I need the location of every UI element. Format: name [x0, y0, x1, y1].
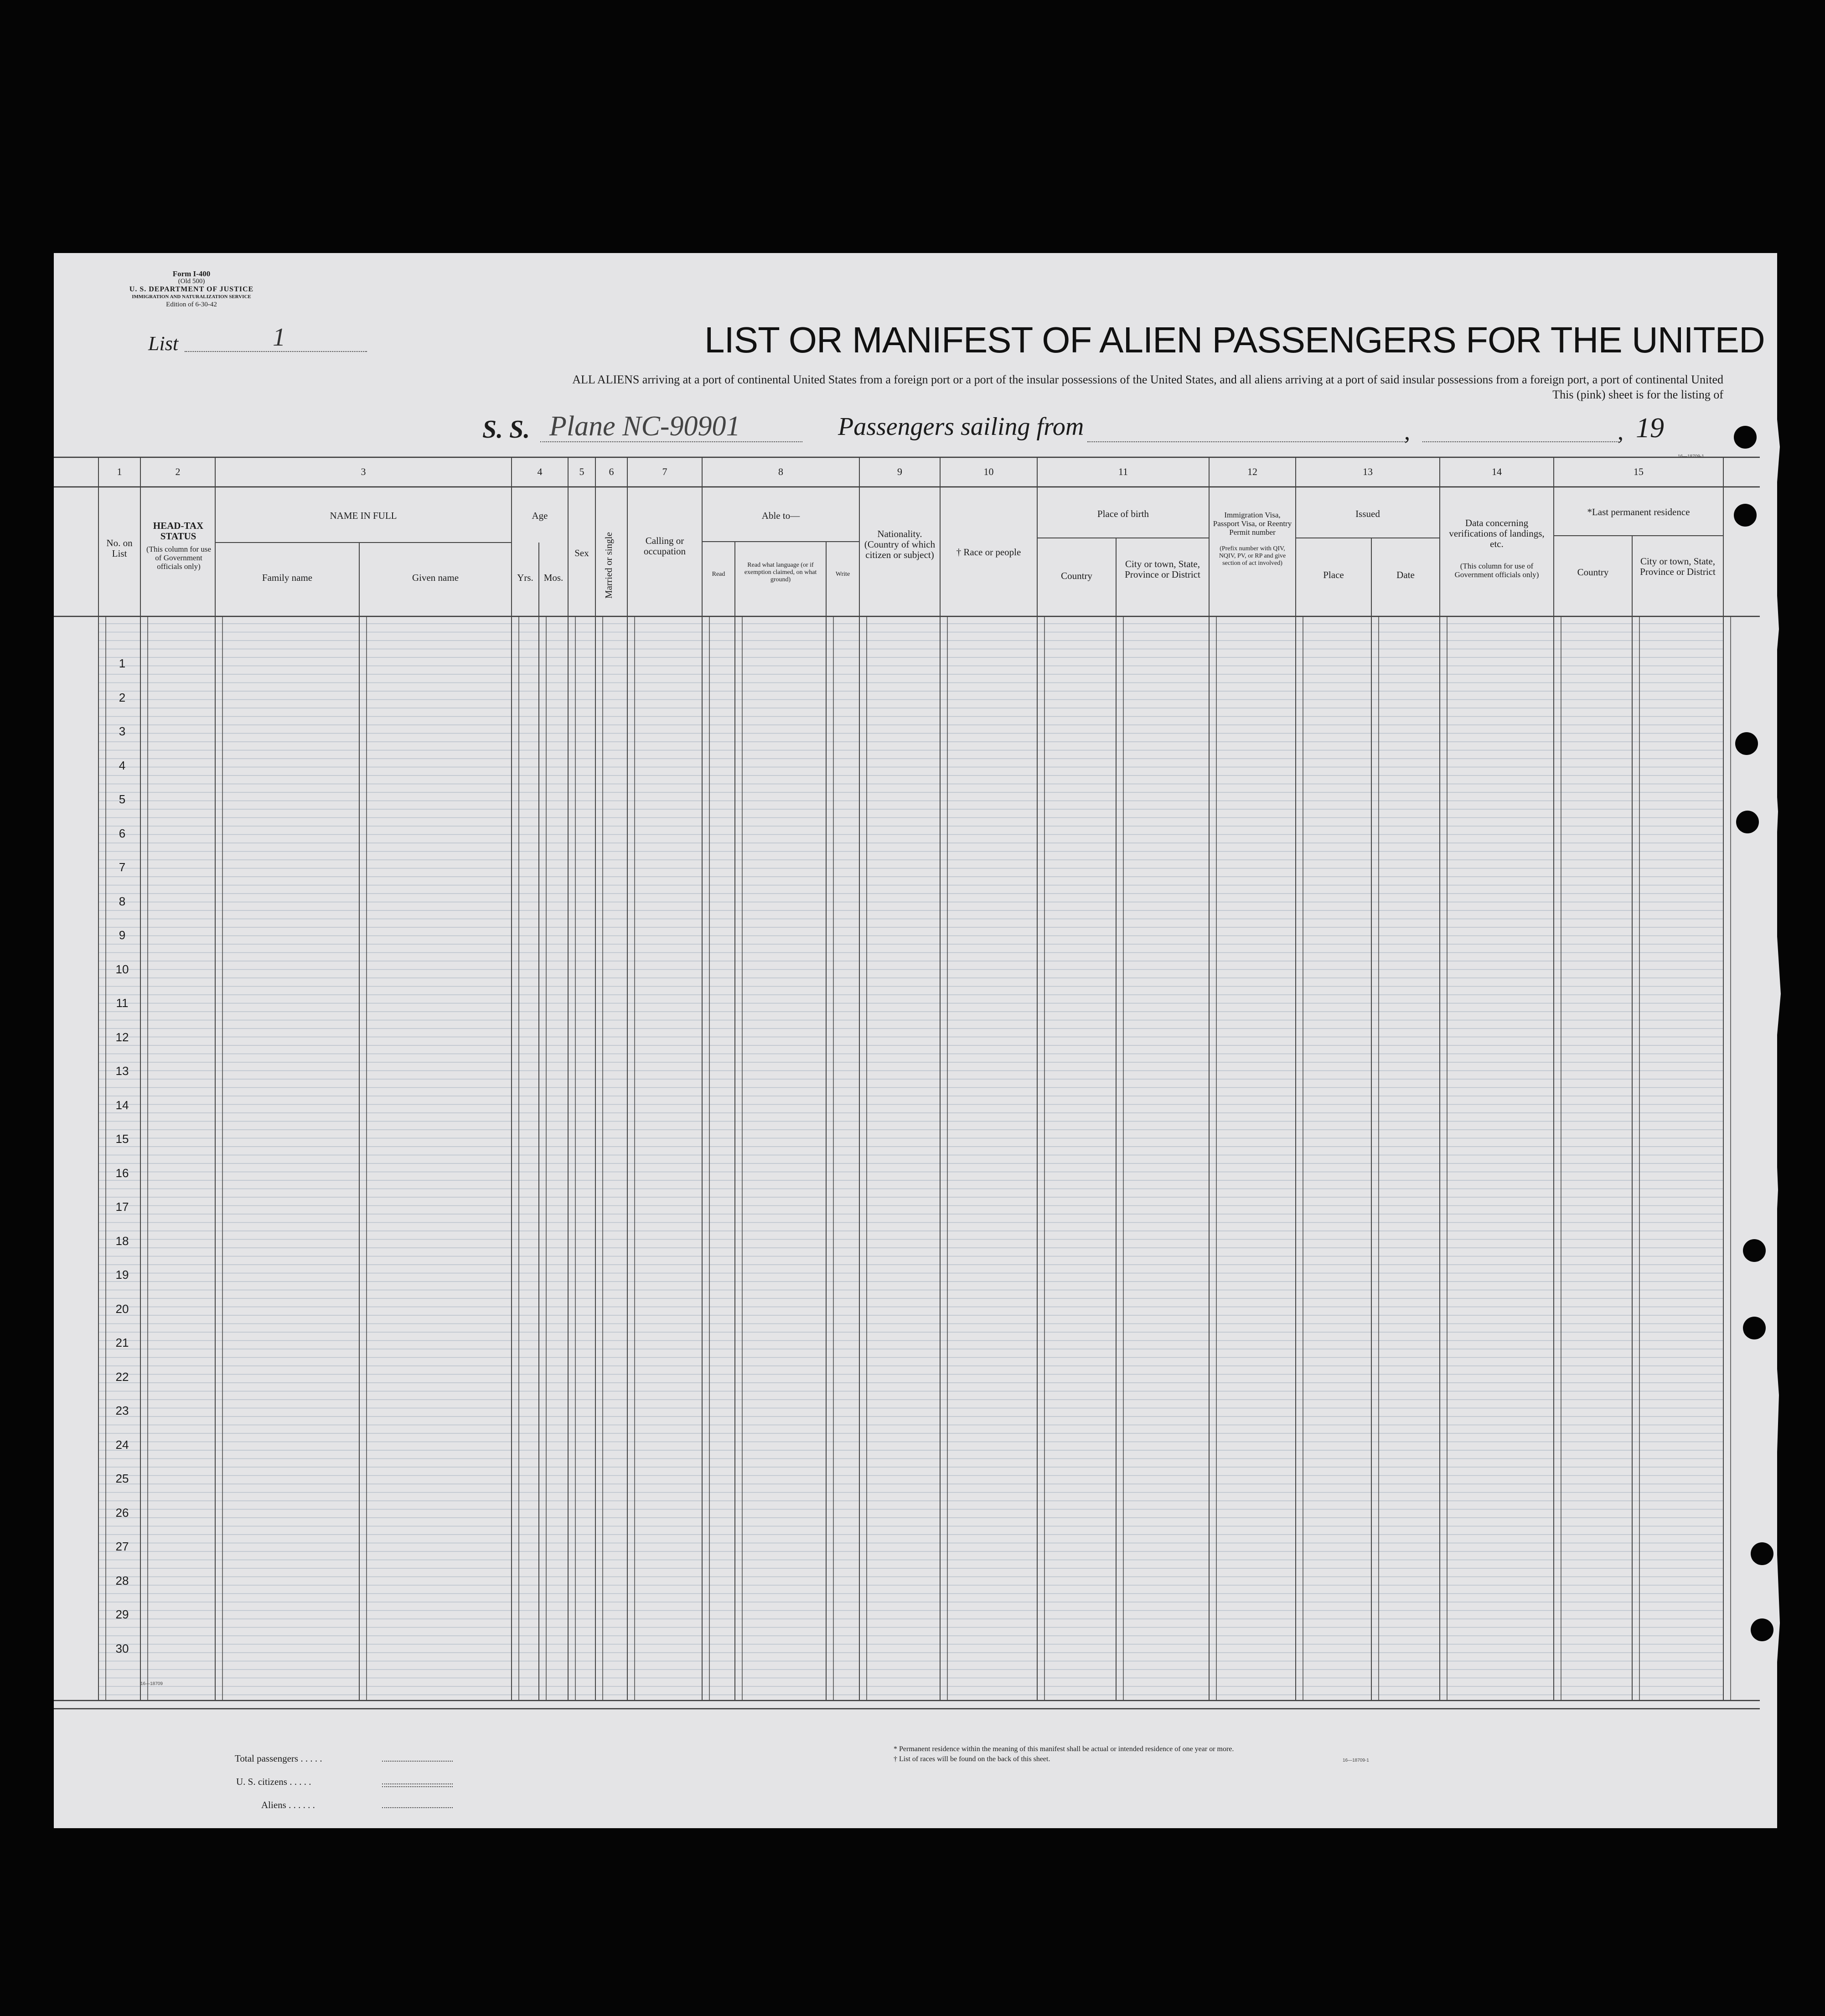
header-age: Age	[532, 510, 548, 521]
print-code: 16—18709	[140, 1681, 163, 1686]
header-last-permanent-residence: *Last permanent residence	[1587, 507, 1690, 517]
comma-separator: ,	[1404, 419, 1410, 445]
row-number: 20	[115, 1302, 129, 1316]
row-number: 8	[119, 894, 126, 908]
footnote-permanent-residence: * Permanent residence within the meaning of this manifest shall be actual or intended residence of one year or more.	[894, 1745, 1234, 1753]
row-number: 29	[115, 1608, 129, 1621]
header-age-months: Mos.	[543, 572, 564, 583]
total-passengers-field[interactable]	[382, 1761, 453, 1762]
year-prefix: 19	[1636, 413, 1664, 444]
header-able-to: Able to—	[761, 510, 800, 521]
footnotes	[894, 1744, 1234, 1764]
row-number: 27	[115, 1540, 129, 1553]
print-code: 16—18709-1	[1343, 1758, 1369, 1763]
header-calling-or-occupation: Calling or occupation	[643, 535, 686, 557]
row-number: 16	[115, 1166, 129, 1180]
row-number: 21	[115, 1336, 129, 1349]
header-visa-note: (Prefix number with QIV, NQIV, PV, or RP and give section of act involved)	[1219, 545, 1286, 567]
column-number-13: 13	[1363, 466, 1373, 477]
header-data-note: (This column for use of Government officials only)	[1454, 562, 1539, 579]
comma-separator: ,	[1618, 419, 1623, 445]
header-no-on-list: No. on List	[106, 538, 133, 559]
header-immigration-visa: Immigration Visa, Passport Visa, or Reentry Permit number	[1213, 511, 1292, 537]
header-married-or-single: Married or single	[603, 532, 614, 599]
row-number: 26	[115, 1505, 129, 1520]
row-number: 12	[115, 1030, 129, 1044]
row-number: 14	[115, 1098, 129, 1112]
column-number-8: 8	[778, 466, 783, 477]
row-number: 23	[115, 1404, 129, 1417]
header-name-in-full: NAME IN FULL	[330, 510, 397, 521]
header-nationality: Nationality. (Country of which citizen or subject)	[864, 528, 936, 560]
row-number: 28	[115, 1573, 129, 1587]
row-number: 4	[119, 758, 126, 772]
sailing-from-label: Passengers sailing from	[838, 413, 1084, 441]
row-number: 25	[115, 1472, 129, 1485]
us-citizens-field[interactable]	[382, 1783, 453, 1784]
header-place-of-birth: Place of birth	[1097, 508, 1149, 519]
us-citizens-field-rule	[382, 1786, 453, 1787]
row-number: 7	[119, 860, 126, 874]
header-race-or-people: † Race or people	[956, 547, 1021, 558]
header-data-concerning: Data concerning verifications of landings, etc.	[1449, 517, 1545, 549]
column-number-4: 4	[537, 466, 543, 477]
column-number-5: 5	[579, 466, 584, 477]
column-number-10: 10	[983, 466, 994, 477]
header-read-what-language: Read what language (or if exemption claimed, on what ground)	[744, 562, 817, 583]
row-number: 1	[119, 656, 126, 670]
header-issued: Issued	[1355, 508, 1380, 519]
column-number-2: 2	[175, 466, 181, 477]
header-sex: Sex	[574, 548, 589, 558]
intro-line-1: ALL ALIENS arriving at a port of continental United States from a foreign port or a port of the insular possessions of the United States, and all aliens arriving at a port of said insular possessions from a foreign port, a port of continental United	[572, 373, 1723, 386]
form-old-number: (Old 500)	[178, 278, 205, 285]
header-issued-place: Place	[1323, 569, 1344, 580]
row-number: 11	[116, 996, 129, 1010]
total-passengers-label: Total passengers . . . . .	[235, 1753, 322, 1764]
row-number: 30	[115, 1641, 129, 1655]
intro-line-2: This (pink) sheet is for the listing of	[1552, 388, 1723, 401]
manifest-title: LIST OR MANIFEST OF ALIEN PASSENGERS FOR THE UNITED	[704, 320, 1765, 360]
header-age-years: Yrs.	[517, 572, 533, 583]
vessel-name-field[interactable]: Plane NC-90901	[549, 411, 740, 442]
department-name: U. S. DEPARTMENT OF JUSTICE	[129, 285, 254, 293]
column-number-11: 11	[1118, 466, 1128, 477]
row-number: 15	[115, 1132, 129, 1146]
service-name: IMMIGRATION AND NATURALIZATION SERVICE	[132, 294, 251, 300]
column-number-6: 6	[609, 466, 614, 477]
header-read: Read	[712, 571, 725, 578]
row-number: 2	[119, 690, 126, 704]
row-number: 17	[115, 1200, 129, 1214]
footnote-races: † List of races will be found on the back of this sheet.	[894, 1755, 1050, 1763]
header-residence-city: City or town, State, Province or District	[1640, 556, 1716, 577]
header-given-name: Given name	[412, 572, 459, 583]
form-number: Form I-400	[172, 269, 211, 278]
row-number: 6	[119, 826, 126, 840]
column-number-7: 7	[662, 466, 667, 477]
row-number: 18	[115, 1234, 129, 1248]
form-edition: Edition of 6-30-42	[166, 301, 217, 308]
header-birth-city: City or town, State, Province or District	[1125, 558, 1200, 580]
row-number: 24	[115, 1437, 129, 1452]
aliens-label: Aliens . . . . . .	[261, 1799, 315, 1810]
ss-label: S. S.	[482, 415, 530, 444]
column-number-9: 9	[897, 466, 902, 477]
row-number: 13	[115, 1064, 129, 1078]
row-number: 22	[115, 1370, 129, 1384]
row-number: 10	[115, 962, 129, 976]
header-residence-country: Country	[1577, 567, 1609, 578]
column-number-15: 15	[1634, 466, 1644, 477]
header-family-name: Family name	[262, 572, 313, 583]
header-write: Write	[835, 571, 850, 578]
header-head-tax-status: HEAD-TAX STATUS	[153, 520, 204, 542]
row-number: 3	[119, 724, 126, 738]
column-number-14: 14	[1492, 466, 1502, 477]
aliens-field[interactable]	[382, 1807, 453, 1808]
header-issued-date: Date	[1396, 569, 1415, 580]
column-number-12: 12	[1247, 466, 1257, 477]
list-number-field[interactable]: 1	[273, 323, 285, 352]
header-head-tax-note: (This column for use of Government officials only)	[146, 545, 212, 571]
us-citizens-label: U. S. citizens . . . . .	[236, 1776, 311, 1787]
row-number: 19	[115, 1268, 129, 1282]
row-number: 9	[119, 928, 126, 942]
list-label: List	[148, 332, 179, 355]
column-number-3: 3	[361, 466, 366, 477]
column-number-1: 1	[117, 466, 122, 477]
row-number: 5	[119, 792, 126, 806]
header-birth-country: Country	[1061, 570, 1092, 581]
print-code: 16—18709-1	[1678, 454, 1704, 459]
